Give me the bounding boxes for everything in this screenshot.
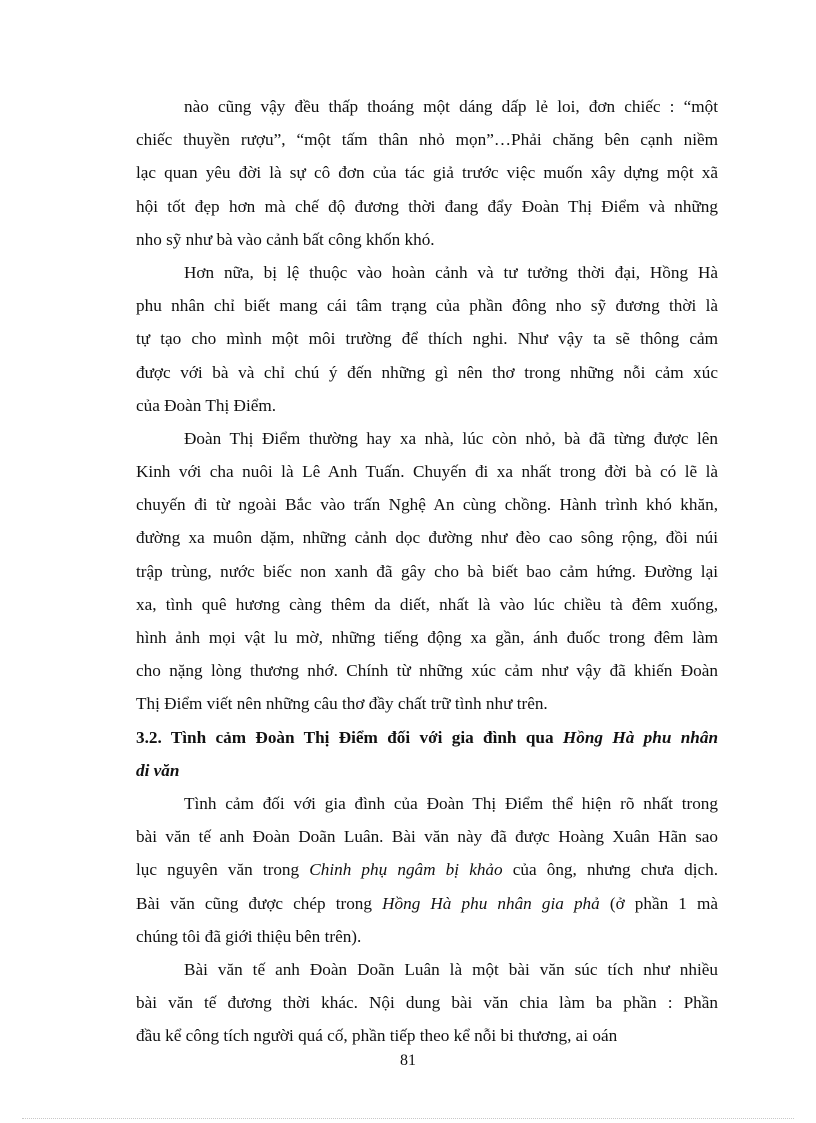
text-line <box>136 853 718 886</box>
body-text <box>136 90 718 1052</box>
text-line: được với bà và chỉ chú ý đến những gì nên thơ trong những nỗi cảm xúc <box>136 362 718 382</box>
heading-italic-title: Hồng Hà phu nhân <box>562 727 719 747</box>
text-line <box>136 887 718 920</box>
text-line: Tình cảm đối với gia đình của Đoàn Thị Điểm thể hiện rõ nhất trong <box>184 793 718 813</box>
text-line: chuyến đi từ ngoài Bắc vào trấn Nghệ An cùng chồng. Hành trình khó khăn, <box>136 495 718 515</box>
text-line: lạc quan yêu đời là sự cô đơn của tác giả trước việc muốn xây dựng một xã <box>136 163 718 183</box>
text-line: trập trùng, nước biếc non xanh đã gây cho bà biết bao cảm hứng. Đường lại <box>136 561 718 581</box>
text-line: đầu kể công tích người quá cố, phần tiếp theo kể nỗi bi thương, ai oán <box>136 1026 618 1046</box>
paragraph-3 <box>136 422 718 721</box>
heading-line <box>136 721 718 754</box>
heading-text: 3.2. Tình cảm Đoàn Thị Điểm đối với gia đình qua <box>136 727 563 747</box>
text-line: Đoàn Thị Điểm thường hay xa nhà, lúc còn nhỏ, bà đã từng được lên <box>184 428 718 448</box>
paragraph-5 <box>136 953 718 1053</box>
text-run: của ông, nhưng chưa dịch. <box>502 860 718 880</box>
text-line: xa, tình quê hương càng thêm da diết, nhất là vào lúc chiều tà đêm xuống, <box>136 594 718 614</box>
italic-title: Hồng Hà phu nhân gia phả <box>382 893 600 913</box>
text-line: Hơn nữa, bị lệ thuộc vào hoàn cảnh và tư tưởng thời đại, Hồng Hà <box>184 262 718 282</box>
text-line: đường xa muôn dặm, những cảnh dọc đường như đèo cao sông rộng, đồi núi <box>136 528 718 548</box>
text-line: hội tốt đẹp hơn mà chế độ đương thời đang đẩy Đoàn Thị Điểm và những <box>136 196 718 216</box>
text-line: của Đoàn Thị Điểm. <box>136 395 277 415</box>
paragraph-2 <box>136 256 718 422</box>
italic-title: Chinh phụ ngâm bị khảo <box>309 860 503 880</box>
text-line: phu nhân chỉ biết mang cái tâm trạng của phần đông nho sỹ đương thời là <box>136 296 718 316</box>
text-run: (ở phần 1 mà <box>599 893 718 913</box>
text-run: lục nguyên văn trong <box>136 860 310 880</box>
page-bottom-divider <box>22 1118 794 1119</box>
text-line: cho nặng lòng thương nhớ. Chính từ những xúc cảm như vậy đã khiến Đoàn <box>136 661 718 681</box>
section-heading <box>136 721 718 787</box>
text-line: nào cũng vậy đều thấp thoáng một dáng dấp lẻ loi, đơn chiếc : “một <box>184 97 718 116</box>
text-line: bài văn tế anh Đoàn Doãn Luân. Bài văn này đã được Hoàng Xuân Hãn sao <box>136 827 718 847</box>
text-line: Thị Điểm viết nên những câu thơ đầy chất trữ tình như trên. <box>136 694 548 714</box>
text-line: nho sỹ như bà vào cảnh bất công khốn khó. <box>136 229 435 249</box>
paragraph-4 <box>136 787 718 953</box>
page-number: 81 <box>400 1052 416 1069</box>
text-line: Bài văn tế anh Đoàn Doãn Luân là một bài văn súc tích như nhiều <box>184 959 718 979</box>
text-line: chúng tôi đã giới thiệu bên trên). <box>136 926 362 946</box>
paragraph-1 <box>136 90 718 256</box>
text-line: Kinh với cha nuôi là Lê Anh Tuấn. Chuyến đi xa nhất trong đời bà có lẽ là <box>136 462 718 482</box>
text-line: bài văn tế đương thời khác. Nội dung bài văn chia làm ba phần : Phần <box>136 993 718 1013</box>
text-line: hình ảnh mọi vật lu mờ, những tiếng động xa gần, ánh đuốc trong đêm làm <box>136 628 718 647</box>
text-line: tự tạo cho mình một môi trường để thích nghi. Như vậy ta sẽ thông cảm <box>136 329 718 349</box>
heading-line: di văn <box>136 760 180 780</box>
text-run: Bài văn cũng được chép trong <box>136 893 383 913</box>
text-line: chiếc thuyền rượu”, “một tấm thân nhỏ mọn”…Phải chăng bên cạnh niềm <box>136 130 718 150</box>
